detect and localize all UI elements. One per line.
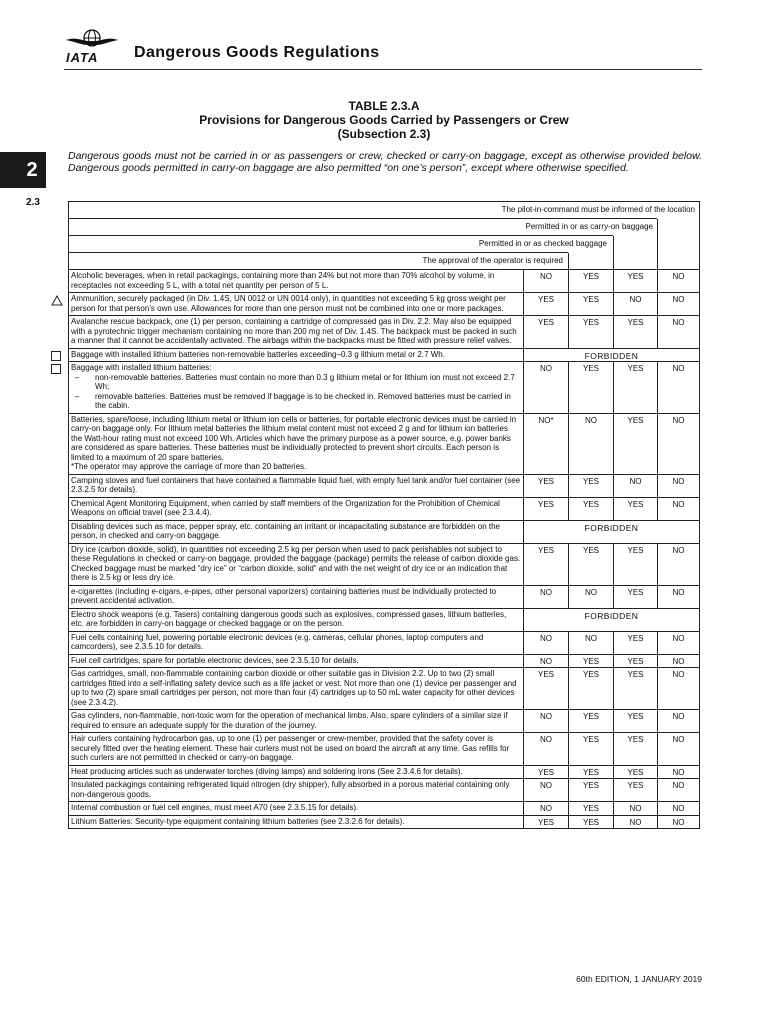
pilot-cell: NO: [657, 766, 699, 779]
checked-cell: YES: [568, 733, 613, 765]
header-row-pilot: [69, 202, 699, 219]
row-description: [69, 498, 523, 520]
row-description: [69, 816, 523, 829]
approval-cell: NO: [523, 586, 568, 608]
checked-cell: YES: [568, 362, 613, 413]
checked-cell: YES: [568, 293, 613, 315]
row-description: [69, 710, 523, 732]
carry-on-cell: NO: [613, 293, 657, 315]
approval-cell: YES: [523, 316, 568, 348]
pilot-cell: NO: [657, 779, 699, 801]
approval-cell: YES: [523, 544, 568, 585]
header-row-checked: [69, 236, 699, 253]
description-text: Fuel cell cartridges, spare for portable electronic devices, see 2.3.5.10 for details.: [71, 655, 359, 665]
description-text: Batteries, spare/loose, including lithium metal or lithium ion cells or batteries, for portable electronic devices must be carried in carry-on baggage only. For lithium metal batteries the lithium metal content must not exceed 2 g and for lithium ion batteries the Watt-hour rating must not exceed 100 Wh. Articles which have the primary purpose as a power source, e.g. power banks are considered as spare batteries. These batteries must be individually protected to prevent short circuits. Each person is limited to a maximum of 20 spare batteries.: [71, 414, 517, 462]
carry-on-cell: YES: [613, 779, 657, 801]
approval-cell: NO: [523, 270, 568, 292]
approval-cell: NO: [523, 362, 568, 413]
page-header: [64, 28, 702, 70]
description-bullet: [71, 392, 521, 411]
description-text: Electro shock weapons (e.g. Tasers) containing dangerous goods such as explosives, compressed gases, lithium batteries, etc. are forbidden in carry-on baggage or checked baggage or on the person.: [71, 609, 507, 628]
logo-text: IATA: [66, 50, 99, 65]
pilot-cell: NO: [657, 632, 699, 654]
bullet-text: removable batteries. Batteries must be removed if baggage is to be checked in. Removed batteries must be carried in the cabin.: [95, 391, 511, 410]
description-text: Alcoholic beverages, when in retail packagings, containing more than 24% but not more than 70% alcohol by volume, in receptacles not exceeding 5 L, with a total net quantity per person of 5 L.: [71, 271, 495, 290]
approval-cell: YES: [523, 475, 568, 497]
description-text: Internal combustion or fuel cell engines, must meet A70 (see 2.3.5.15 for details).: [71, 803, 359, 812]
description-text: Insulated packagings containing refrigerated liquid nitrogen (dry shipper), fully absorbed in a porous material containing only non-dangerous goods.: [71, 780, 510, 799]
intro-paragraph: Dangerous goods must not be carried in or as passengers or crew, checked or carry-on baggage, except as otherwise provided below. Dangerous goods permitted in carry-on baggage are also permitted “on one’s person”, except where otherwise specified.: [68, 150, 702, 174]
pilot-cell: NO: [657, 816, 699, 829]
description-text: Heat producing articles such as underwater torches (diving lamps) and soldering irons (See 2.3.4.6 for details).: [71, 766, 463, 776]
table-row: [69, 361, 699, 413]
header-pilot: The pilot-in-command must be informed of the location: [501, 205, 695, 214]
approval-cell: NO: [523, 802, 568, 815]
description-text: Baggage with installed lithium batteries non-removable batteries exceeding–0.3 g lithium metal or 2.7 Wh.: [71, 349, 445, 359]
pilot-cell: NO: [657, 316, 699, 348]
pilot-cell: NO: [657, 362, 699, 413]
table-row: [69, 801, 699, 815]
change-square-icon: [51, 351, 61, 364]
carry-on-cell: NO: [613, 816, 657, 829]
carry-on-cell: YES: [613, 586, 657, 608]
table-subsection: (Subsection 2.3): [337, 127, 431, 141]
table-row: [69, 543, 699, 585]
table-row: [69, 709, 699, 732]
pilot-cell: NO: [657, 270, 699, 292]
table-row: [69, 815, 699, 829]
pilot-cell: NO: [657, 655, 699, 668]
header-checked: Permitted in or as checked baggage: [478, 239, 607, 248]
change-triangle-icon: [51, 295, 63, 309]
table-row: [69, 348, 699, 362]
carry-on-cell: YES: [613, 498, 657, 520]
subsection-label: 2.3: [26, 197, 40, 208]
row-description: [69, 521, 523, 543]
description-text: *The operator may approve the carriage of more than 20 batteries.: [71, 462, 307, 471]
checked-cell: YES: [568, 544, 613, 585]
approval-cell: YES: [523, 668, 568, 709]
change-square-icon: [51, 364, 61, 377]
row-description: [69, 475, 523, 497]
pilot-cell: NO: [657, 668, 699, 709]
table-row: [69, 631, 699, 654]
description-text: Dry ice (carbon dioxide, solid), in quantities not exceeding 2.5 kg per person when used to pack perishables not subject to these Regulations in checked or carry-on baggage, provided the baggage (package) permits the release of carbon dioxide gas. Checked baggage must be marked “dry ice” or “carbon dioxide, solid” and with the net weight of dry ice or an indication that there is 2.5 kg or less dry ice.: [71, 544, 521, 582]
dash-symbol: –: [75, 391, 80, 401]
row-description: [69, 544, 523, 585]
table-row: [69, 270, 699, 292]
carry-on-cell: YES: [613, 316, 657, 348]
table-number: TABLE 2.3.A: [348, 99, 420, 113]
row-description: [69, 586, 523, 608]
table-caption: Provisions for Dangerous Goods Carried by Passengers or Crew: [199, 113, 569, 127]
checked-cell: YES: [568, 655, 613, 668]
carry-on-cell: YES: [613, 655, 657, 668]
row-description: [69, 632, 523, 654]
table-row: [69, 765, 699, 779]
checked-cell: YES: [568, 802, 613, 815]
approval-cell: YES: [523, 498, 568, 520]
checked-cell: NO: [568, 414, 613, 474]
description-text: Fuel cells containing fuel, powering portable electronic devices (e.g. cameras, cellular phones, laptop computers and camcorders), see 2.3.5.10 for details.: [71, 632, 484, 651]
row-description: [69, 668, 523, 709]
table-row: [69, 732, 699, 765]
description-text: e-cigarettes (including e-cigars, e-pipes, other personal vaporizers) containing batteries must be individually protected to prevent accidental activation.: [71, 586, 497, 605]
carry-on-cell: YES: [613, 766, 657, 779]
description-text: Baggage with installed lithium batteries:: [71, 363, 212, 372]
table-row: [69, 608, 699, 631]
pilot-cell: NO: [657, 733, 699, 765]
carry-on-cell: YES: [613, 414, 657, 474]
approval-cell: YES: [523, 293, 568, 315]
row-description: [69, 766, 523, 779]
table-body: [69, 270, 699, 828]
carry-on-cell: NO: [613, 802, 657, 815]
checked-cell: YES: [568, 498, 613, 520]
description-text: Chemical Agent Monitoring Equipment, when carried by staff members of the Organization for the Prohibition of Chemical Weapons on official travel (see 2.3.4.4).: [71, 498, 500, 517]
table-row: [69, 667, 699, 709]
pilot-cell: NO: [657, 802, 699, 815]
checked-cell: YES: [568, 316, 613, 348]
carry-on-cell: YES: [613, 544, 657, 585]
description-text: Gas cylinders, non-flammable, non-toxic worn for the operation of mechanical limbs. Also, spare cylinders of a similar size if required to ensure an adequate supply for the duration of the journey.: [71, 711, 508, 730]
row-description: [69, 349, 523, 362]
provisions-table: [68, 201, 700, 829]
section-tab: 2: [0, 152, 46, 188]
description-text: Gas cartridges, small, non-flammable containing carbon dioxide or other suitable gas in Division 2.2. Up to two (2) small cartridges fitted into a self-inflating safety device such as a life jacket or vest. Not more than one (1) device per passenger and up to two (2) spare small cartridges per person, not more than four (4) cartridges up to 50 mL water capacity for other devices (see 2.3.4.2).: [71, 669, 517, 707]
description-text: Ammunition, securely packaged (in Div. 1.4S, UN 0012 or UN 0014 only), in quantities not exceeding 5 kg gross weight per person for that person’s own use. Allowances for more than one person must not be combined into one or more packages.: [71, 294, 506, 313]
carry-on-cell: NO: [613, 475, 657, 497]
carry-on-cell: YES: [613, 668, 657, 709]
description-text: Disabling devices such as mace, pepper spray, etc. containing an irritant or incapacitating substance are forbidden on the person, in checked and carry-on baggage.: [71, 521, 500, 540]
table-row: [69, 778, 699, 801]
carry-on-cell: YES: [613, 710, 657, 732]
approval-cell: NO: [523, 655, 568, 668]
row-description: [69, 362, 523, 413]
table-row: [69, 654, 699, 668]
pilot-cell: NO: [657, 414, 699, 474]
dash-symbol: –: [75, 372, 80, 382]
checked-cell: YES: [568, 816, 613, 829]
approval-cell: YES: [523, 766, 568, 779]
pilot-cell: NO: [657, 475, 699, 497]
table-row: [69, 413, 699, 474]
approval-cell: NO: [523, 733, 568, 765]
header-row-approval: [69, 253, 699, 270]
description-text: Avalanche rescue backpack, one (1) per person, containing a cartridge of compressed gas in Div. 2.2. May also be equipped with a pyrotechnic trigger mechanism containing no more than 200 mg net of Div. 1.4S. The backpack must be packed in such a manner that it cannot be accidentally activated. The airbags within the backpacks must be fitted with pressure relief valves.: [71, 317, 517, 345]
row-description: [69, 733, 523, 765]
approval-cell: NO*: [523, 414, 568, 474]
description-text: Lithium Batteries: Security-type equipment containing lithium batteries (see 2.3.2.6 for details).: [71, 816, 405, 826]
header-carry-on: Permitted in or as carry-on baggage: [525, 222, 653, 231]
row-description: [69, 655, 523, 668]
table-row: [69, 520, 699, 543]
row-description: [69, 270, 523, 292]
checked-cell: YES: [568, 668, 613, 709]
checked-cell: YES: [568, 779, 613, 801]
table-row: [69, 474, 699, 497]
bullet-text: non-removable batteries. Batteries must contain no more than 0.3 g lithium metal or for lithium ion must not exceed 2.7 Wh;: [95, 372, 515, 391]
pilot-cell: NO: [657, 544, 699, 585]
row-description: [69, 609, 523, 631]
row-description: [69, 802, 523, 815]
approval-cell: YES: [523, 816, 568, 829]
header-row-carry-on: [69, 219, 699, 236]
table-title: [64, 99, 704, 141]
row-description: [69, 316, 523, 348]
pilot-cell: NO: [657, 293, 699, 315]
approval-cell: NO: [523, 632, 568, 654]
approval-cell: NO: [523, 710, 568, 732]
description-bullet: [71, 373, 521, 392]
row-description: [69, 414, 523, 474]
description-text: Camping stoves and fuel containers that have contained a flammable liquid fuel, with empty fuel tank and/or fuel container (see 2.3.2.5 for details).: [71, 475, 521, 494]
checked-cell: YES: [568, 766, 613, 779]
checked-cell: YES: [568, 710, 613, 732]
forbidden-cell: FORBIDDEN: [523, 349, 699, 362]
edition-footer: 60th EDITION, 1 JANUARY 2019: [576, 974, 702, 984]
pilot-cell: NO: [657, 710, 699, 732]
checked-cell: NO: [568, 632, 613, 654]
carry-on-cell: YES: [613, 632, 657, 654]
row-description: [69, 779, 523, 801]
carry-on-cell: YES: [613, 733, 657, 765]
table-row: [69, 497, 699, 520]
forbidden-cell: FORBIDDEN: [523, 521, 699, 543]
pilot-cell: NO: [657, 586, 699, 608]
pilot-cell: NO: [657, 498, 699, 520]
checked-cell: YES: [568, 475, 613, 497]
checked-cell: YES: [568, 270, 613, 292]
description-text: Hair curlers containing hydrocarbon gas, up to one (1) per passenger or crew-member, provided that the safety cover is securely fitted over the heating element. These hair curlers must not be used on board the aircraft at any time. Gas refills for such curlers are not permitted in checked or carry-on baggage.: [71, 734, 510, 762]
header-approval: The approval of the operator is required: [422, 256, 563, 265]
forbidden-cell: FORBIDDEN: [523, 609, 699, 631]
table-row: [69, 292, 699, 315]
table-row: [69, 315, 699, 348]
carry-on-cell: YES: [613, 362, 657, 413]
carry-on-cell: YES: [613, 270, 657, 292]
checked-cell: NO: [568, 586, 613, 608]
approval-cell: NO: [523, 779, 568, 801]
document-title: Dangerous Goods Regulations: [134, 44, 380, 61]
row-description: [69, 293, 523, 315]
table-row: [69, 585, 699, 608]
